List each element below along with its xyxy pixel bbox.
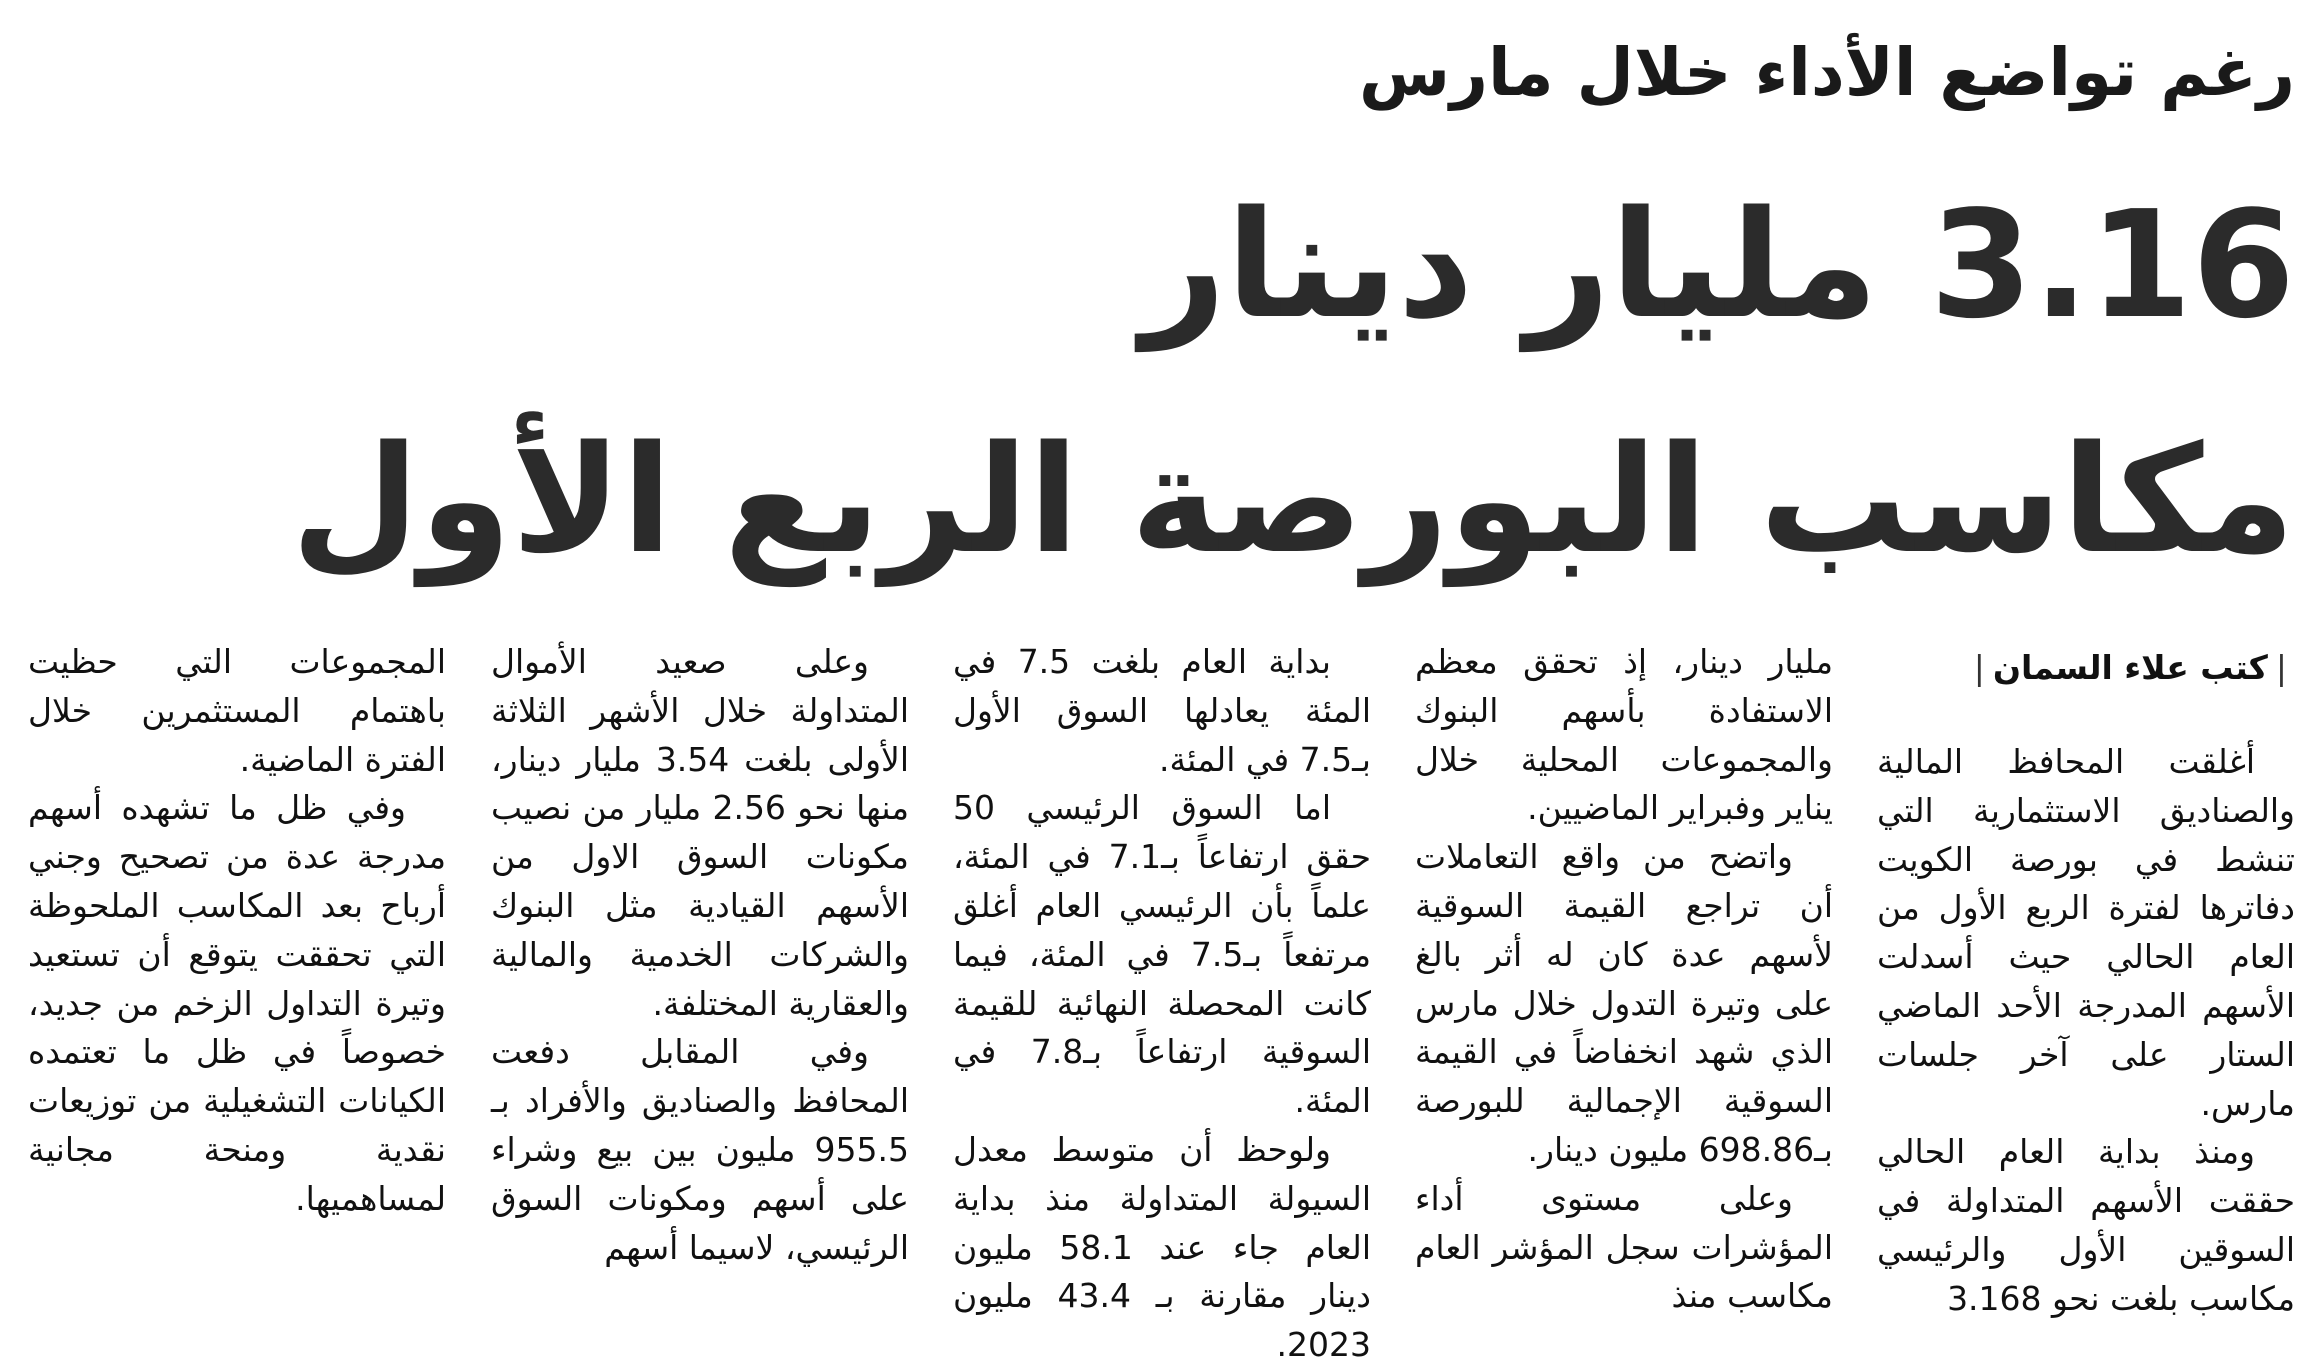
- text-column-3: [953, 638, 1371, 1365]
- paragraph: وفي ظل ما تشهده أسهم مدرجة عدة من تصحيح وجني أرباح بعد المكاسب الملحوظة التي تحققت يتوقع أن تستعيد وتيرة التداول الزخم من جديد، خصوصاً في ظل ما تعتمده الكيانات التشغيلية من توزيعات نقدية ومنحة مجانية لمساهميها.: [28, 788, 446, 1218]
- paragraph: اما السوق الرئيسي 50 حقق ارتفاعاً بـ7.1 في المئة، علماً بأن الرئيسي العام أغلق مرتفعاً بـ7.5 في المئة، فيما كانت المحصلة النهائية للقيمة السوقية ارتفاعاً بـ7.8 في المئة.: [953, 788, 1371, 1121]
- paragraph: ولوحظ أن متوسط معدل السيولة المتداولة منذ بداية العام جاء عند 58.1 مليون دينار مقارنة بـ 43.4 مليون 2023.: [953, 1129, 1371, 1365]
- byline-text: كتب علاء السمان: [1992, 648, 2268, 687]
- paragraph: ومنذ بداية العام الحالي حققت الأسهم المتداولة في السوقين الأول والرئيسي مكاسب بلغت نحو 3.168: [1877, 1132, 2295, 1318]
- text-column-5: [28, 638, 446, 1328]
- paragraph: واتضح من واقع التعاملات أن تراجع القيمة السوقية لأسهم عدة كان له أثر بالغ على وتيرة التدول خلال مارس الذي شهد انخفاضاً في القيمة السوقية الإجمالية للبورصة بـ698.86 مليون دينار.: [1415, 837, 1833, 1169]
- paragraph: وعلى صعيد الأموال المتداولة خلال الأشهر الثلاثة الأولى بلغت 3.54 مليار دينار، منها نحو 2.56 مليار من نصيب مكونات السوق الاول من الأسهم القيادية مثل البنوك والشركات الخدمية والمالية والعقارية المختلفة.: [491, 642, 909, 1023]
- article-body: [28, 638, 2295, 1365]
- paragraph: وعلى مستوى أداء المؤشرات سجل المؤشر العام مكاسب منذ: [1415, 1178, 1833, 1316]
- paragraph: أغلقت المحافظ المالية والصناديق الاستثمارية التي تنشط في بورصة الكويت دفاترها لفترة الربع الأول من العام الحالي حيث أسدلت الأسهم المدرجة الأحد الماضي الستار على آخر جلسات مارس.: [1877, 742, 2295, 1123]
- headline-line-2: مكاسب البورصة الربع الأول: [291, 414, 2295, 586]
- byline: [1877, 638, 2295, 698]
- text-column-4: [491, 638, 909, 1328]
- paragraph: وفي المقابل دفعت المحافظ والصناديق والأفراد بـ 955.5 مليون بين بيع وشراء على أسهم ومكونات السوق الرئيسي، لاسيما أسهم: [491, 1032, 909, 1267]
- text-column-2: [1415, 638, 1833, 1328]
- byline-divider: |: [2275, 648, 2287, 687]
- byline-divider: |: [1973, 648, 1985, 687]
- paragraph: بداية العام بلغت 7.5 في المئة يعادلها السوق الأول بـ7.5 في المئة.: [953, 642, 1371, 779]
- headline-line-1: 3.16 مليار دينار: [1140, 179, 2295, 351]
- text-column-1: [1877, 738, 2295, 1328]
- paragraph: مليار دينار، إذ تحقق معظم الاستفادة بأسهم البنوك والمجموعات المحلية خلال يناير وفبراير الماضيين.: [1415, 642, 1833, 828]
- paragraph: المجموعات التي حظيت باهتمام المستثمرين خلال الفترة الماضية.: [28, 642, 446, 779]
- article-kicker: رغم تواضع الأداء خلال مارس: [1358, 34, 2295, 111]
